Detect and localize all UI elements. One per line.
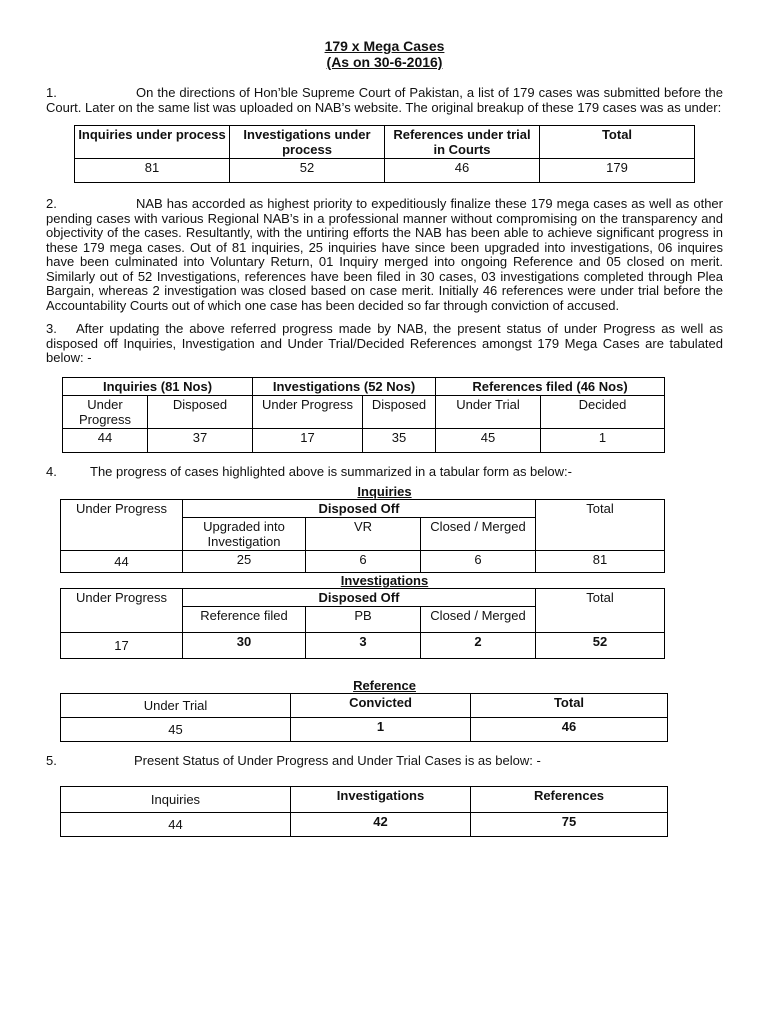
inquiries-value-vr: 6 [306, 551, 421, 573]
breakup-header-inquiries: Inquiries under process [75, 126, 230, 159]
present-status-value-references: 75 [471, 812, 668, 836]
paragraph-1-text: On the directions of Hon’ble Supreme Court of Pakistan, a list of 179 cases was submitted before the Court. Later on the same list was uploaded on NAB’s website. The original breakup of these 179 cases was as under: [46, 85, 723, 115]
breakup-header-references: References under trial in Courts [385, 126, 540, 159]
paragraph-3-text: After updating the above referred progress made by NAB, the present status of under Progress as well as disposed off Inquiries, Investigation and Under Trial/Decided References amongst 179 Mega Cases are tabulated below: - [46, 321, 723, 365]
status-value-references-under-trial: 45 [436, 428, 541, 452]
status-group-references: References filed (46 Nos) [436, 377, 665, 395]
reference-heading: Reference [353, 678, 416, 693]
reference-header-under-trial: Under Trial [61, 694, 291, 718]
status-group-inquiries: Inquiries (81 Nos) [63, 377, 253, 395]
investigations-col-pb: PB [306, 607, 421, 633]
breakup-header-investigations: Investigations under process [230, 126, 385, 159]
status-sub-inquiries-disposed: Disposed [148, 395, 253, 428]
investigations-disposed-off-header: Disposed Off [183, 589, 536, 607]
breakup-value-total: 179 [540, 159, 695, 183]
paragraph-4-text: The progress of cases highlighted above is summarized in a tabular form as below:- [90, 463, 572, 479]
investigations-value-under-progress: 17 [61, 633, 183, 659]
inquiries-value-under-progress: 44 [61, 551, 183, 573]
inquiries-heading: Inquiries [357, 484, 412, 499]
investigations-value-total: 52 [536, 633, 665, 659]
paragraph-2 [46, 197, 723, 313]
inquiries-total-header: Total [536, 500, 665, 551]
paragraph-5 [46, 754, 723, 769]
inquiries-table [60, 499, 665, 573]
present-status-value-inquiries: 44 [61, 812, 291, 836]
breakup-value-investigations: 52 [230, 159, 385, 183]
status-value-investigations-disposed: 35 [363, 428, 436, 452]
investigations-value-closed-merged: 2 [421, 633, 536, 659]
paragraph-5-number: 5. [46, 753, 57, 768]
present-status-header-references: References [471, 786, 668, 812]
investigations-under-progress-header: Under Progress [61, 589, 183, 633]
paragraph-4-number: 4. [46, 463, 57, 479]
paragraph-2-text: NAB has accorded as highest priority to expeditiously finalize these 179 mega cases as well as other pending cases with various Regional NAB’s in a professional manner without compromising on the transparency and objectivity of the cases. Resultantly, with the untiring efforts the NAB has been able to achieve significant progress in these 179 mega cases. Out of 81 inquiries, 25 inquiries have since been upgraded into investigations, 06 inquires have been culminated into Voluntary Return, 01 Inquiry merged into ongoing Reference and 05 closed on merit. Similarly out of 52 Investigations, references have been filed in 30 cases, 03 investigations completed through Plea Bargain, whereas 2 investigation was closed based on case merit. Initially 46 references were under trial before the Accountability Courts out of which one case has been decided so far through conviction of accused. [46, 196, 723, 313]
paragraph-5-text: Present Status of Under Progress and Under Trial Cases is as below: - [134, 753, 541, 768]
inquiries-under-progress-header: Under Progress [61, 500, 183, 551]
status-sub-references-under-trial: Under Trial [436, 395, 541, 428]
reference-header-total: Total [471, 694, 668, 718]
inquiries-col-upgraded: Upgraded into Investigation [183, 518, 306, 551]
inquiries-value-upgraded: 25 [183, 551, 306, 573]
status-value-inquiries-under-progress: 44 [63, 428, 148, 452]
paragraph-2-number: 2. [46, 196, 57, 211]
present-status-header-investigations: Investigations [291, 786, 471, 812]
document-subtitle: (As on 30-6-2016) [326, 54, 443, 70]
status-sub-references-decided: Decided [541, 395, 665, 428]
reference-table [60, 693, 668, 742]
investigations-value-reference-filed: 30 [183, 633, 306, 659]
investigations-heading: Investigations [340, 573, 429, 588]
breakup-value-inquiries: 81 [75, 159, 230, 183]
paragraph-3-number: 3. [46, 321, 57, 336]
status-table [62, 377, 665, 453]
investigations-col-closed-merged: Closed / Merged [421, 607, 536, 633]
reference-header-convicted: Convicted [291, 694, 471, 718]
inquiries-col-vr: VR [306, 518, 421, 551]
reference-value-under-trial: 45 [61, 718, 291, 742]
paragraph-1 [46, 86, 723, 115]
document-page [46, 38, 723, 837]
status-value-inquiries-disposed: 37 [148, 428, 253, 452]
investigations-table [60, 588, 665, 659]
investigations-col-reference-filed: Reference filed [183, 607, 306, 633]
status-group-investigations: Investigations (52 Nos) [253, 377, 436, 395]
inquiries-value-closed-merged: 6 [421, 551, 536, 573]
inquiries-value-total: 81 [536, 551, 665, 573]
investigations-total-header: Total [536, 589, 665, 633]
reference-value-total: 46 [471, 718, 668, 742]
present-status-value-investigations: 42 [291, 812, 471, 836]
status-sub-investigations-under-progress: Under Progress [253, 395, 363, 428]
breakup-value-references: 46 [385, 159, 540, 183]
present-status-table [60, 786, 668, 837]
paragraph-1-number: 1. [46, 85, 57, 100]
status-value-references-decided: 1 [541, 428, 665, 452]
breakup-header-total: Total [540, 126, 695, 159]
paragraph-3 [46, 322, 723, 366]
status-sub-inquiries-under-progress: Under Progress [63, 395, 148, 428]
reference-value-convicted: 1 [291, 718, 471, 742]
investigations-value-pb: 3 [306, 633, 421, 659]
paragraph-4 [46, 465, 723, 480]
inquiries-disposed-off-header: Disposed Off [183, 500, 536, 518]
status-sub-investigations-disposed: Disposed [363, 395, 436, 428]
present-status-header-inquiries: Inquiries [61, 786, 291, 812]
status-value-investigations-under-progress: 17 [253, 428, 363, 452]
document-title: 179 x Mega Cases [324, 38, 445, 54]
inquiries-col-closed-merged: Closed / Merged [421, 518, 536, 551]
breakup-table [74, 125, 695, 183]
